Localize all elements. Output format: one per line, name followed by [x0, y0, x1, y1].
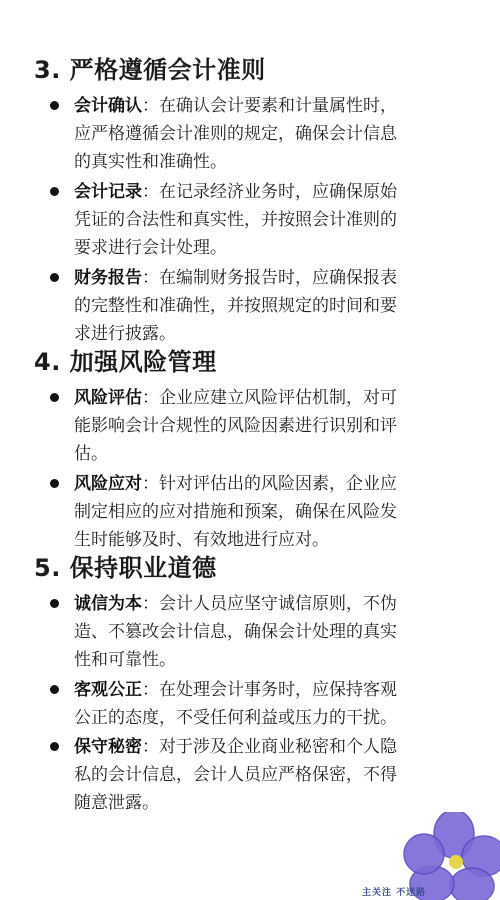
bullet-text: ：会计人员应坚守诚信原则，不伪 [142, 594, 397, 614]
bullet-dot [50, 742, 59, 751]
watermark-text: 主关注 不迷路 [362, 888, 427, 898]
bullet-text: ：在确认会计要素和计量属性时， [142, 96, 397, 116]
bullet-dot [50, 273, 59, 282]
bullet-dot [50, 685, 59, 694]
section-heading-3: 3. 严格遵循会计准则 [34, 56, 266, 84]
bullet-term: 客观公正 [74, 680, 142, 700]
bullet-term: 风险评估 [74, 388, 142, 408]
bullet-text: ：针对评估出的风险因素，企业应 [142, 474, 397, 494]
bullet-text: 要求进行会计处理。 [74, 238, 227, 258]
bullet-text: 的完整性和准确性，并按照规定的时间和要 [74, 296, 397, 316]
bullet-text: 造、不篡改会计信息，确保会计处理的真实 [74, 622, 397, 642]
list-item-accounting-record [74, 178, 474, 262]
bullet-text: 制定相应的应对措施和预案，确保在风险发 [74, 502, 397, 522]
bullet-text: 生时能够及时、有效地进行应对。 [74, 530, 329, 550]
bullet-term: 财务报告 [74, 268, 142, 288]
bullet-text: ：在编制财务报告时，应确保报表 [142, 268, 397, 288]
flower-petal [404, 834, 444, 874]
bullet-text: 随意泄露。 [74, 793, 159, 813]
bullet-text: 的真实性和准确性。 [74, 152, 227, 172]
list-item-integrity [74, 590, 474, 674]
list-item-risk-assessment [74, 384, 474, 468]
bullet-term: 风险应对 [74, 474, 142, 494]
bullet-text: 公正的态度，不受任何利益或压力的干扰。 [74, 708, 397, 728]
bullet-text: 估。 [74, 444, 108, 464]
bullet-text: 性和可靠性。 [74, 650, 176, 670]
bullet-term: 会计记录 [74, 182, 142, 202]
bullet-text: 凭证的合法性和真实性，并按照会计准则的 [74, 210, 397, 230]
bullet-text: 求进行披露。 [74, 324, 176, 344]
bullet-term: 保守秘密 [74, 737, 142, 757]
bullet-text: ：在处理会计事务时，应保持客观 [142, 680, 397, 700]
bullet-dot [50, 393, 59, 402]
bullet-term: 诚信为本 [74, 594, 142, 614]
bullet-text: ：对于涉及企业商业秘密和个人隐 [142, 737, 397, 757]
bullet-text: ：企业应建立风险评估机制，对可 [142, 388, 397, 408]
list-item-accounting-recognition [74, 92, 474, 176]
bullet-dot [50, 101, 59, 110]
bullet-text: 能影响会计合规性的风险因素进行识别和评 [74, 416, 397, 436]
flower-petal [450, 868, 494, 900]
bullet-dot [50, 479, 59, 488]
section-heading-5: 5. 保持职业道德 [34, 554, 217, 582]
list-item-objectivity [74, 676, 474, 732]
section-heading-4: 4. 加强风险管理 [34, 348, 217, 376]
bullet-dot [50, 599, 59, 608]
list-item-financial-report [74, 264, 474, 348]
list-item-risk-response [74, 470, 474, 554]
list-item-confidentiality [74, 733, 474, 817]
bullet-text: ：在记录经济业务时，应确保原始 [142, 182, 397, 202]
bullet-text: 应严格遵循会计准则的规定，确保会计信息 [74, 124, 397, 144]
bullet-dot [50, 187, 59, 196]
bullet-term: 会计确认 [74, 96, 142, 116]
flower-center [449, 855, 463, 869]
bullet-text: 私的会计信息，会计人员应严格保密，不得 [74, 765, 397, 785]
